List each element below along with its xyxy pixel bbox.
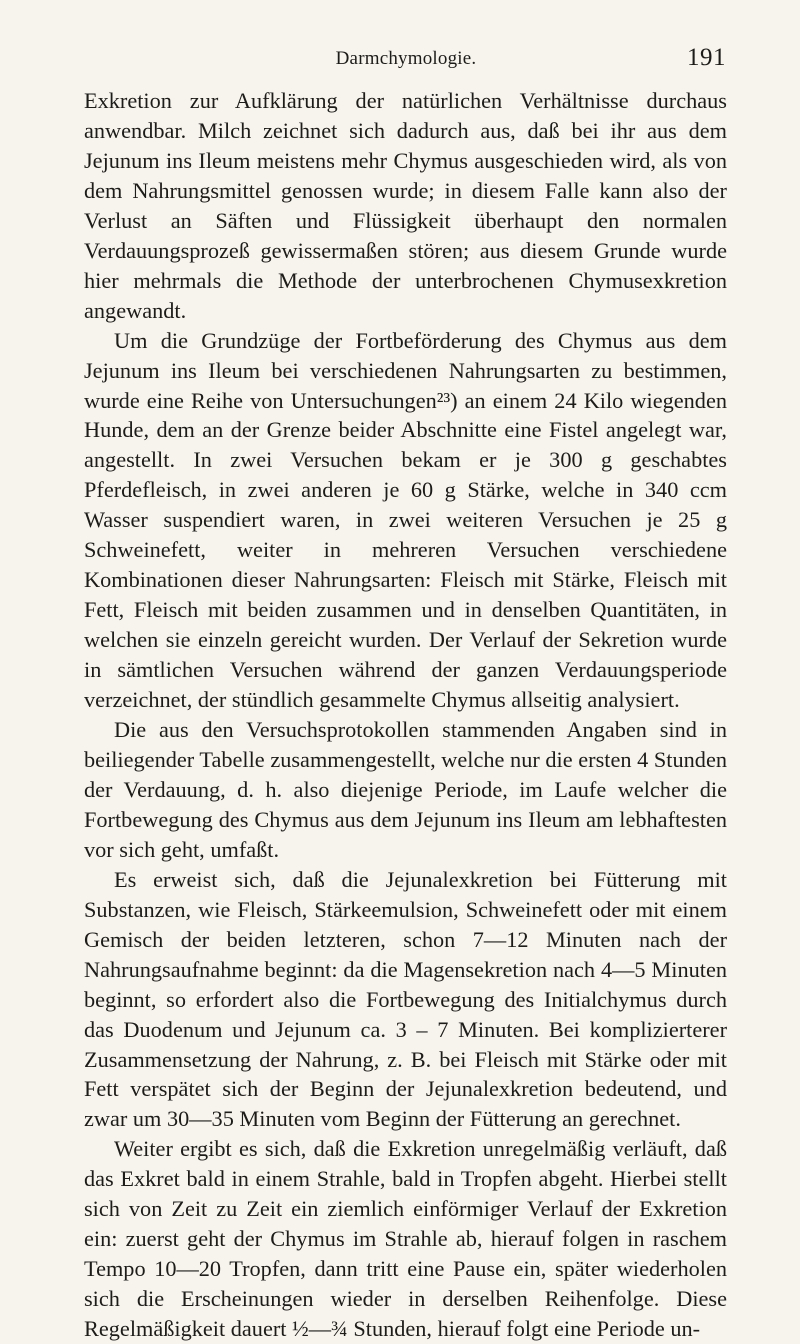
paragraph-2: Um die Grundzüge der Fortbeförderung des Chymus aus dem Jejunum ins Ileum bei verschiedenen Nahrungsarten zu bestimmen, wurde eine Reihe von Untersuchungen²³) an einem 24 Kilo wiegenden Hunde, dem an der Grenze beider Abschnitte eine Fistel angelegt war, angestellt. In zwei Versuchen bekam er je 300 g geschabtes Pferdefleisch, in zwei anderen je 60 g Stärke, welche in 340 ccm Wasser suspendiert waren, in zwei weiteren Versuchen je 25 g Schweinefett, weiter in mehreren Versuchen verschiedene Kombinationen dieser Nahrungsarten: Fleisch mit Stärke, Fleisch mit Fett, Fleisch mit beiden zusammen und in denselben Quantitäten, in welchen sie einzeln gereicht wurden. Der Verlauf der Sekretion wurde in sämtlichen Versuchen während der ganzen Verdauungsperiode verzeichnet, der stündlich gesammelte Chymus allseitig analysiert.	[84, 327, 727, 713]
running-head	[86, 44, 726, 74]
paragraph-5: Weiter ergibt es sich, daß die Exkretion unregelmäßig verläuft, daß das Exkret bald in einem Strahle, bald in Tropfen abgeht. Hierbei stellt sich von Zeit zu Zeit ein ziemlich einförmiger Verlauf der Exkretion ein: zuerst geht der Chymus im Strahle ab, hierauf folgen in raschem Tempo 10—20 Tropfen, dann tritt eine Pause ein, später wiederholen sich die Erscheinungen wieder in derselben Reihenfolge. Diese Regelmäßigkeit dauert ½—¾ Stunden, hierauf folgt eine Periode un-	[84, 1136, 727, 1342]
body-text	[84, 86, 727, 1344]
page-number: 191	[687, 44, 726, 71]
paragraph-3: Die aus den Versuchsprotokollen stammenden Angaben sind in beiliegender Tabelle zusammengestellt, welche nur die ersten 4 Stunden der Verdauung, d. h. also diejenige Periode, im Laufe welcher die Fortbewegung des Chymus aus dem Jejunum ins Ileum am lebhaftesten vor sich geht, umfaßt.	[84, 717, 727, 862]
paragraph-4: Es erweist sich, daß die Jejunalexkretion bei Fütterung mit Substanzen, wie Fleisch, Stärkeemulsion, Schweinefett oder mit einem Gemisch der beiden letzteren, schon 7—12 Minuten nach der Nahrungsaufnahme beginnt: da die Magensekretion nach 4—5 Minuten beginnt, so erfordert also die Fortbewegung des Initialchymus durch das Duodenum und Jejunum ca. 3 – 7 Minuten. Bei komplizierterer Zusammensetzung der Nahrung, z. B. bei Fleisch mit Stärke oder mit Fett verspätet sich der Beginn der Jejunalexkretion bedeutend, und zwar um 30—35 Minuten vom Beginn der Fütterung an gerechnet.	[84, 866, 727, 1132]
running-title: Darmchymologie.	[335, 48, 477, 69]
paragraph-1: Exkretion zur Aufklärung der natürlichen Verhältnisse durchaus anwendbar. Milch zeichnet sich dadurch aus, daß bei ihr aus dem Jejunum ins Ileum meistens mehr Chymus ausgeschieden wird, als von dem Nahrungsmittel genossen wurde; in diesem Falle kann also der Verlust an Säften und Flüssigkeit überhaupt den normalen Verdauungsprozeß gewissermaßen stören; aus diesem Grunde wurde hier mehrmals die Methode der unterbrochenen Chymusexkretion angewandt.	[84, 88, 727, 323]
